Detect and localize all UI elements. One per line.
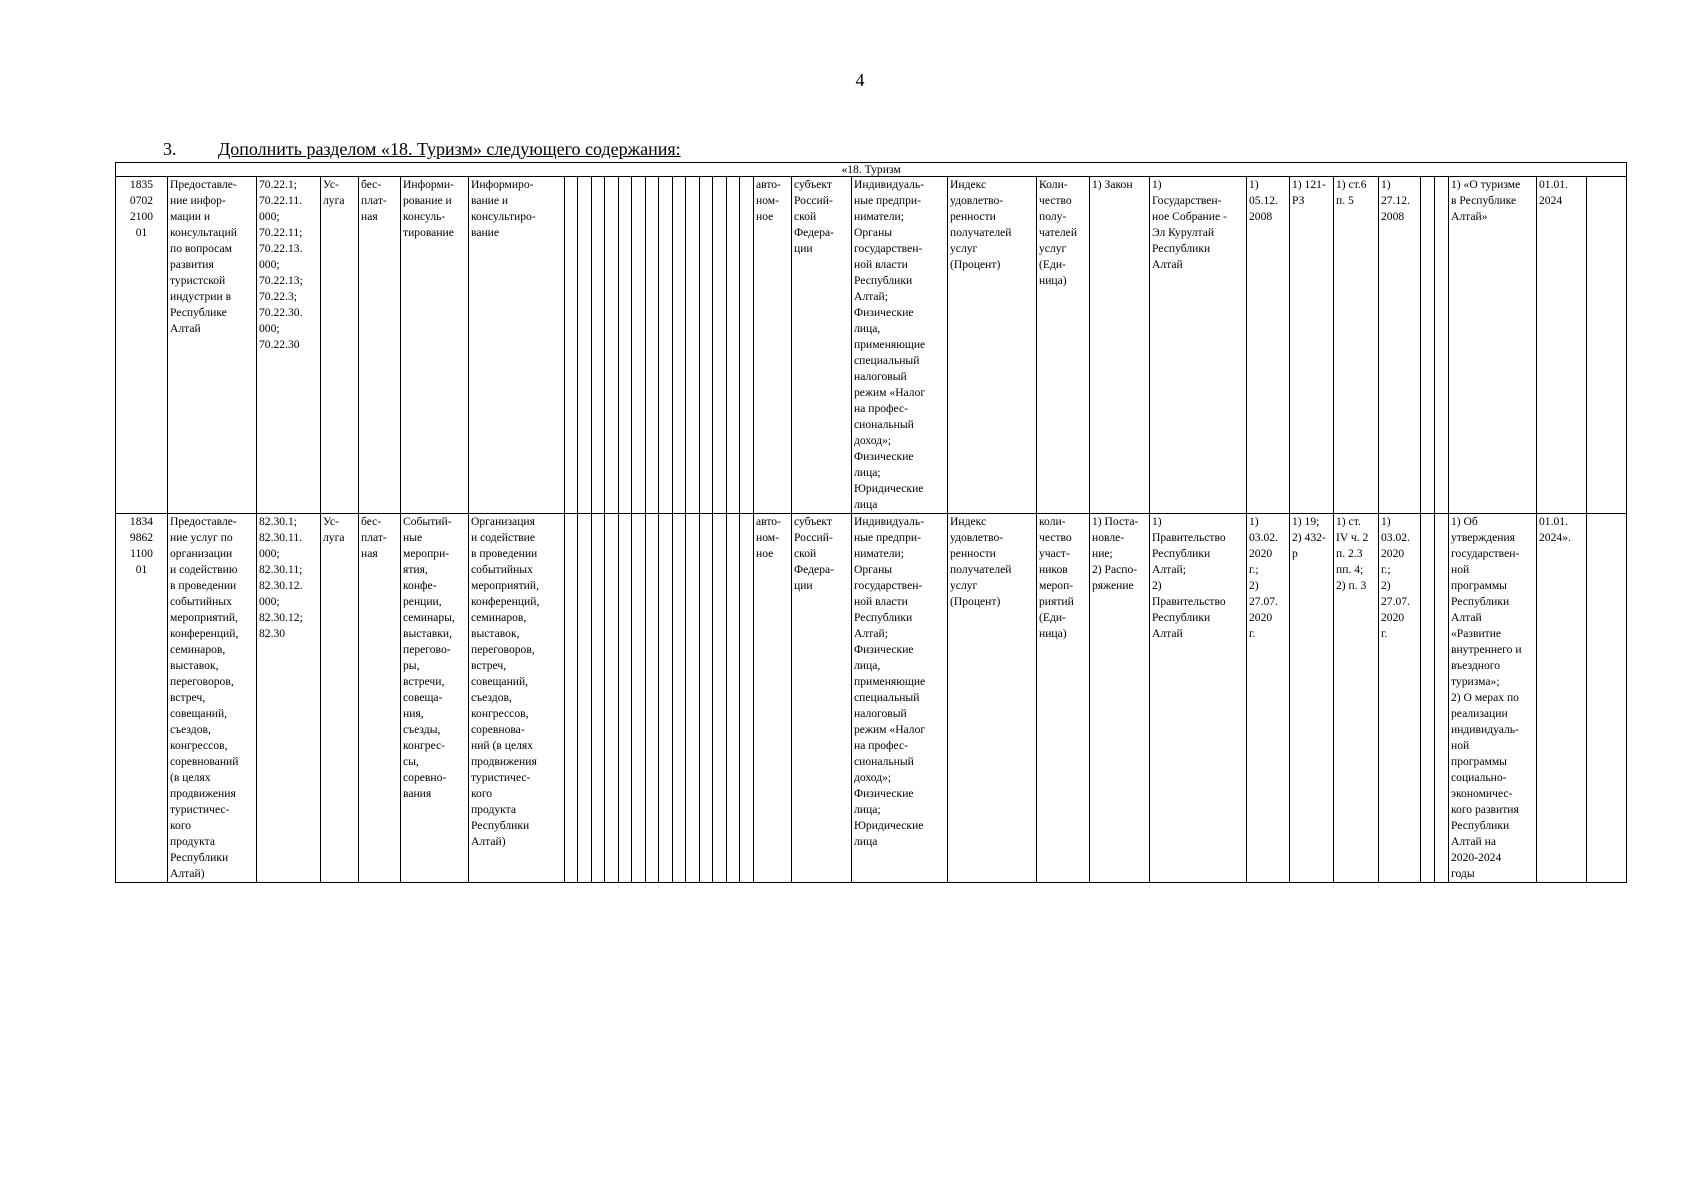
empty-cell bbox=[740, 177, 754, 514]
empty-cell bbox=[605, 177, 619, 514]
services-table bbox=[115, 162, 1627, 883]
legal-act-type: 1) Поста- новле- ние; 2) Распо- ряжение bbox=[1090, 514, 1150, 883]
legal-act-start: 1) 03.02. 2020 г.; 2) 27.07. 2020 г. bbox=[1379, 514, 1421, 883]
legal-act-point: 1) ст. IV ч. 2 п. 2.3 пп. 4; 2) п. 3 bbox=[1334, 514, 1379, 883]
founder-level: субъект Россий- ской Федера- ции bbox=[792, 177, 852, 514]
payment-type: бес- плат- ная bbox=[359, 177, 401, 514]
quality-indicator: Индекс удовлетво- ренности получателей услуг (Процент) bbox=[948, 177, 1037, 514]
legal-act-body: 1) Государствен- ное Собрание - Эл Курултай Республики Алтай bbox=[1150, 177, 1247, 514]
service-content-detail: Организация и содействие в проведении событийных мероприятий, конференций, семинаров, выставок, переговоров, встреч, совещаний, съездов, конгрессов, соревнова- ний (в целях продвижения туристичес- кого продукта Республики Алтай) bbox=[469, 514, 565, 883]
empty-cell bbox=[727, 177, 740, 514]
institution-type: авто- ном- ное bbox=[754, 514, 792, 883]
legal-act-number: 1) 19; 2) 432- р bbox=[1290, 514, 1334, 883]
service-name: Предоставле- ние инфор- мации и консультаций по вопросам развития туристской индустрии в Республике Алтай bbox=[168, 177, 257, 514]
legal-act-title: 1) «О туризме в Республике Алтай» bbox=[1449, 177, 1537, 514]
empty-cell bbox=[646, 177, 659, 514]
consumer-categories: Индивидуаль- ные предпри- ниматели; Органы государствен- ной власти Республики Алтай; Физические лица, применяющие специальный налоговый режим «Налог на профес- сиональный доход»; Физические лица; Юридические лица bbox=[852, 514, 948, 883]
empty-cell bbox=[592, 177, 605, 514]
table-row bbox=[116, 177, 1627, 514]
empty-cell bbox=[578, 177, 592, 514]
empty-cell bbox=[619, 514, 632, 883]
service-content: Событий- ные меропри- ятия, конфе- ренции, семинары, выставки, перегово- ры, встречи, совеща- ния, съезды, конгрес- сы, соревно- вания bbox=[401, 514, 469, 883]
empty-cell bbox=[1435, 177, 1449, 514]
empty-cell bbox=[1421, 514, 1435, 883]
okved-codes: 82.30.1; 82.30.11. 000; 82.30.11; 82.30.12. 000; 82.30.12; 82.30 bbox=[257, 514, 321, 883]
institution-type: авто- ном- ное bbox=[754, 177, 792, 514]
consumer-categories: Индивидуаль- ные предпри- ниматели; Органы государствен- ной власти Республики Алтай; Физические лица, применяющие специальный налоговый режим «Налог на профес- сиональный доход»; Физические лица; Юридические лица bbox=[852, 177, 948, 514]
volume-indicator: коли- чество участ- ников мероп- риятий (Еди- ница) bbox=[1037, 514, 1090, 883]
legal-act-title: 1) Об утверждения государствен- ной программы Республики Алтай «Развитие внутреннего и въездного туризма»; 2) О мерах по реализации индивидуаль- ной программы социально- экономичес- кого развития Республики Алтай на 2020-2024 годы bbox=[1449, 514, 1537, 883]
empty-cell bbox=[1587, 514, 1627, 883]
legal-act-date: 1) 05.12. 2008 bbox=[1247, 177, 1290, 514]
service-content-detail: Информиро- вание и консультиро- вание bbox=[469, 177, 565, 514]
empty-cell bbox=[578, 514, 592, 883]
section-header-row bbox=[116, 163, 1627, 177]
empty-cell bbox=[673, 177, 686, 514]
empty-cell bbox=[619, 177, 632, 514]
intro-text: Дополнить разделом «18. Туризм» следующего содержания: bbox=[218, 139, 681, 159]
legal-act-number: 1) 121- РЗ bbox=[1290, 177, 1334, 514]
page-number: 4 bbox=[855, 70, 865, 90]
empty-cell bbox=[565, 177, 578, 514]
empty-cell bbox=[632, 514, 646, 883]
intro-paragraph bbox=[163, 139, 681, 160]
empty-cell bbox=[1421, 177, 1435, 514]
registry-code: 1835 0702 2100 01 bbox=[116, 177, 168, 514]
empty-cell bbox=[659, 177, 673, 514]
legal-act-body: 1) Правительство Республики Алтай; 2) Правительство Республики Алтай bbox=[1150, 514, 1247, 883]
quality-indicator: Индекс удовлетво- ренности получателей услуг (Процент) bbox=[948, 514, 1037, 883]
empty-cell bbox=[686, 514, 700, 883]
founder-level: субъект Россий- ской Федера- ции bbox=[792, 514, 852, 883]
empty-cell bbox=[673, 514, 686, 883]
empty-cell bbox=[632, 177, 646, 514]
empty-cell bbox=[605, 514, 619, 883]
empty-cell bbox=[592, 514, 605, 883]
empty-cell bbox=[740, 514, 754, 883]
empty-cell bbox=[713, 514, 727, 883]
empty-cell bbox=[686, 177, 700, 514]
empty-cell bbox=[1587, 177, 1627, 514]
inclusion-date: 01.01. 2024». bbox=[1537, 514, 1587, 883]
registry-code: 1834 9862 1100 01 bbox=[116, 514, 168, 883]
legal-act-start: 1) 27.12. 2008 bbox=[1379, 177, 1421, 514]
empty-cell bbox=[646, 514, 659, 883]
okved-codes: 70.22.1; 70.22.11. 000; 70.22.11; 70.22.13. 000; 70.22.13; 70.22.3; 70.22.30. 000; 70.22.30 bbox=[257, 177, 321, 514]
empty-cell bbox=[659, 514, 673, 883]
legal-act-date: 1) 03.02. 2020 г.; 2) 27.07. 2020 г. bbox=[1247, 514, 1290, 883]
empty-cell bbox=[700, 177, 713, 514]
inclusion-date: 01.01. 2024 bbox=[1537, 177, 1587, 514]
empty-cell bbox=[565, 514, 578, 883]
section-title: «18. Туризм bbox=[116, 163, 1627, 177]
table-row bbox=[116, 514, 1627, 883]
empty-cell bbox=[1435, 514, 1449, 883]
intro-number: 3. bbox=[163, 139, 177, 159]
service-type: Ус- луга bbox=[321, 514, 359, 883]
legal-act-point: 1) ст.6 п. 5 bbox=[1334, 177, 1379, 514]
service-content: Информи- рование и консуль- тирование bbox=[401, 177, 469, 514]
service-name: Предоставле- ние услуг по организации и содействию в проведении событийных мероприятий, конференций, семинаров, выставок, переговоров, встреч, совещаний, съездов, конгрессов, соревнований (в целях продвижения туристичес- кого продукта Республики Алтай) bbox=[168, 514, 257, 883]
service-type: Ус- луга bbox=[321, 177, 359, 514]
empty-cell bbox=[713, 177, 727, 514]
empty-cell bbox=[727, 514, 740, 883]
legal-act-type: 1) Закон bbox=[1090, 177, 1150, 514]
empty-cell bbox=[700, 514, 713, 883]
payment-type: бес- плат- ная bbox=[359, 514, 401, 883]
volume-indicator: Коли- чество полу- чателей услуг (Еди- ница) bbox=[1037, 177, 1090, 514]
